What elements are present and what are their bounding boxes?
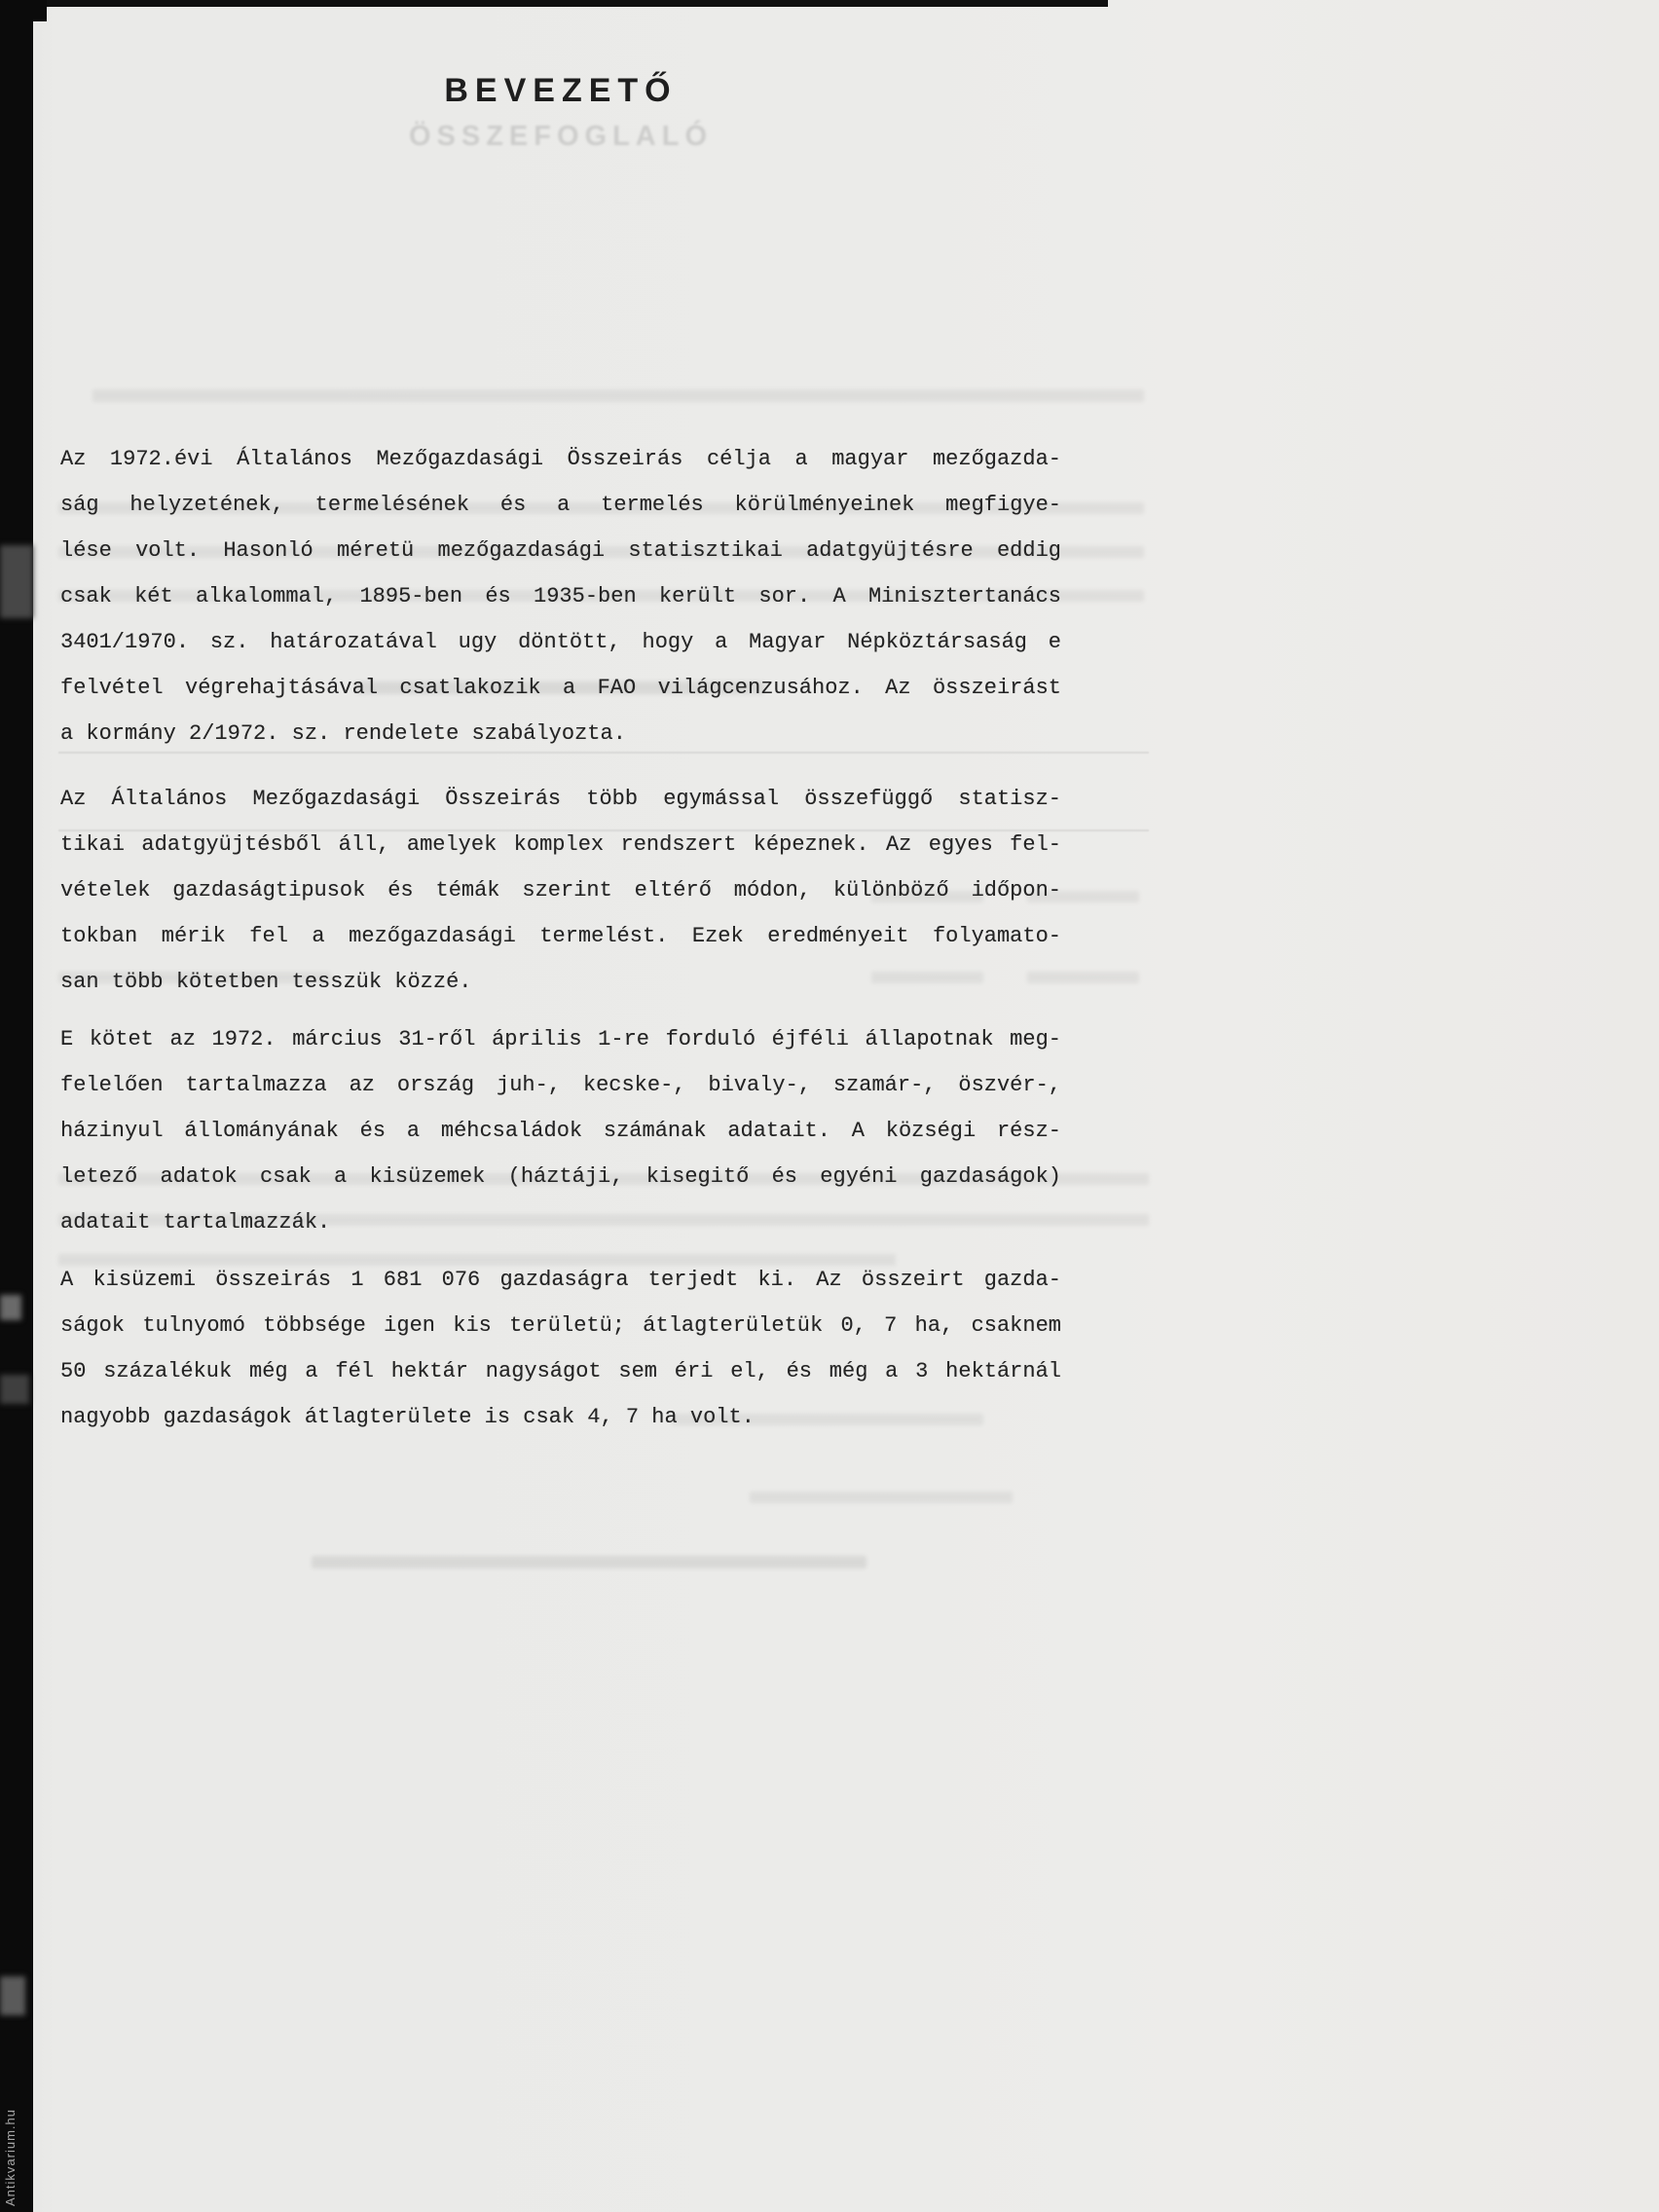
text-line: ságok tulnyomó többsége igen kis területü; átlagterületük 0, 7 ha, csaknem bbox=[60, 1313, 1061, 1338]
text-line: nagyobb gazdaságok átlagterülete is csak 4, 7 ha volt. bbox=[60, 1405, 755, 1429]
text-line: tokban mérik fel a mezőgazdasági termelést. Ezek eredményeit folyamato- bbox=[60, 924, 1061, 948]
bleedthrough-smudge bbox=[312, 1556, 866, 1568]
text-line: csak két alkalommal, 1895-ben és 1935-ben került sor. A Minisztertanács bbox=[60, 584, 1061, 608]
paragraph-1 bbox=[60, 436, 1061, 756]
text-line: ság helyzetének, termelésének és a termelés körülményeinek megfigye- bbox=[60, 493, 1061, 517]
text-line: 3401/1970. sz. határozatával ugy döntött, hogy a Magyar Népköztársaság e bbox=[60, 630, 1061, 654]
text-line: lése volt. Hasonló méretü mezőgazdasági statisztikai adatgyüjtésre eddig bbox=[60, 538, 1061, 563]
scan-border-scuff bbox=[0, 1976, 25, 2015]
text-line: Az 1972.évi Általános Mezőgazdasági Összeirás célja a magyar mezőgazda- bbox=[60, 447, 1061, 471]
scan-border-left bbox=[0, 0, 33, 2212]
text-line: san több kötetben tesszük közzé. bbox=[60, 970, 472, 994]
text-line: 50 százalékuk még a fél hektár nagyságot sem éri el, és még a 3 hektárnál bbox=[60, 1359, 1061, 1383]
paragraph-2 bbox=[60, 776, 1061, 1005]
page-title: BEVEZETŐ bbox=[444, 72, 678, 109]
text-line: felelően tartalmazza az ország juh-, kecske-, bivaly-, szamár-, öszvér-, bbox=[60, 1073, 1061, 1097]
text-line: tikai adatgyüjtésből áll, amelyek komplex rendszert képeznek. Az egyes fel- bbox=[60, 832, 1061, 857]
scan-border-scuff bbox=[0, 1295, 21, 1320]
text-line: házinyul állományának és a méhcsaládok számának adatait. A községi rész- bbox=[60, 1119, 1061, 1143]
paragraph-4 bbox=[60, 1257, 1061, 1440]
text-line: adatait tartalmazzák. bbox=[60, 1210, 331, 1235]
text-line: E kötet az 1972. március 31-ről április 1-re forduló éjféli állapotnak meg- bbox=[60, 1027, 1061, 1051]
scan-border-top bbox=[0, 0, 1108, 7]
text-line: vételek gazdaságtipusok és témák szerint eltérő módon, különböző időpon- bbox=[60, 878, 1061, 903]
text-line: letező adatok csak a kisüzemek (háztáji, kisegitő és egyéni gazdaságok) bbox=[60, 1164, 1061, 1189]
text-line: A kisüzemi összeirás 1 681 076 gazdaságra terjedt ki. Az összeirt gazda- bbox=[60, 1268, 1061, 1292]
document-text bbox=[60, 436, 1061, 1452]
paragraph-3 bbox=[60, 1016, 1061, 1245]
scan-border-corner bbox=[0, 0, 47, 21]
text-line: felvétel végrehajtásával csatlakozik a FAO világcenzusához. Az összeirást bbox=[60, 676, 1061, 700]
bleedthrough-title: ÖSSZEFOGLALÓ bbox=[408, 121, 714, 152]
watermark: Antikvarium.hu bbox=[3, 2109, 18, 2206]
text-line: Az Általános Mezőgazdasági Összeirás több egymással összefüggő statisz- bbox=[60, 787, 1061, 811]
scan-border-scuff bbox=[0, 1375, 29, 1404]
bleedthrough-smudge bbox=[92, 389, 1144, 402]
text-line: a kormány 2/1972. sz. rendelete szabályozta. bbox=[60, 721, 626, 746]
scan-border-scuff bbox=[0, 545, 33, 618]
bleedthrough-smudge bbox=[750, 1492, 1013, 1503]
